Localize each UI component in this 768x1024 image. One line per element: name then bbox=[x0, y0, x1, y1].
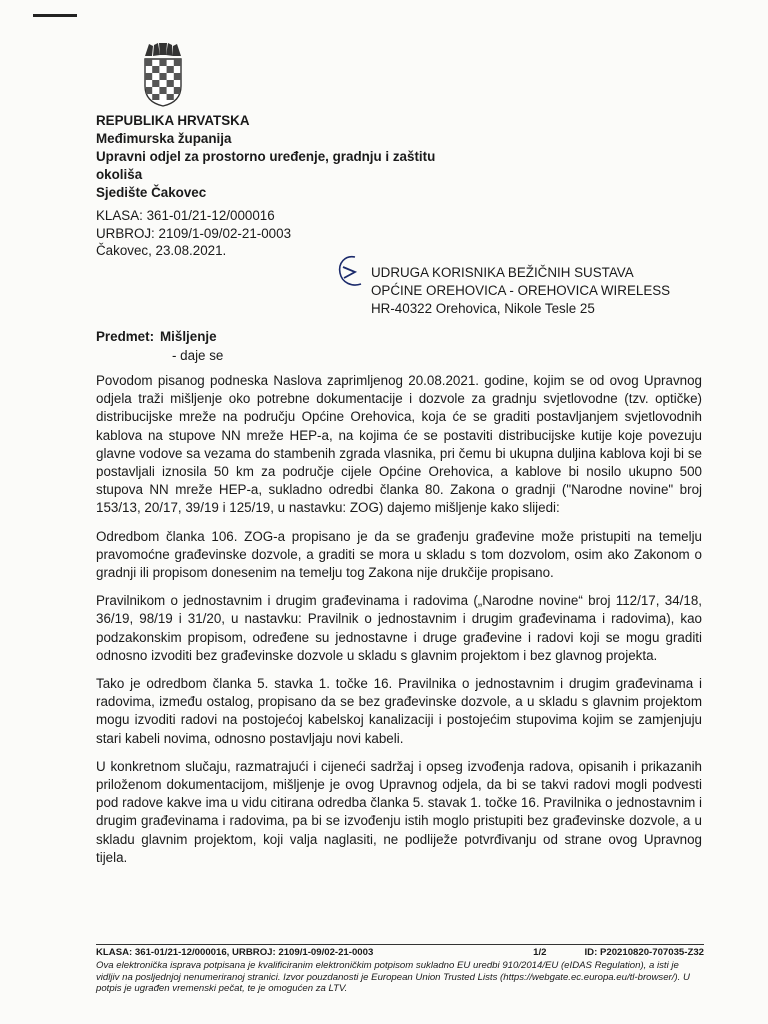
subject-subline: - daje se bbox=[172, 348, 224, 363]
recipient-line: OPĆINE OREHOVICA - OREHOVICA WIRELESS bbox=[371, 283, 671, 298]
issuer-line: okoliša bbox=[96, 167, 143, 182]
issuer-line: Upravni odjel za prostorno uređenje, gradnju i zaštitu bbox=[96, 149, 436, 164]
document-date: Čakovec, 23.08.2021. bbox=[96, 243, 227, 259]
handwritten-arrow-mark-icon bbox=[335, 253, 373, 291]
croatian-coat-of-arms-icon bbox=[142, 42, 184, 108]
body-paragraph: Pravilnikom o jednostavnim i drugim građevinama i radovima („Narodne novine“ broj 112/17, 34/18, 36/19, 98/19 i 31/20, u nastavku: Pravilnik o jednostavnim i drugim građevinama i radovima), kao podzakonskim propisom, određene su jednostavne i druge građevine i radovi koji se mogu graditi odnosno izvoditi bez građevinske dozvole u skladu s glavnim projektom i bez glavnog projekta. bbox=[96, 593, 702, 663]
subject-block bbox=[96, 327, 223, 365]
recipient-line: UDRUGA KORISNIKA BEŽIČNIH SUSTAVA bbox=[371, 265, 634, 280]
recipient-line: HR-40322 Orehovica, Nikole Tesle 25 bbox=[371, 301, 595, 316]
body-paragraph: Tako je odredbom članka 5. stavka 1. točke 16. Pravilnika o jednostavnim i drugim građevinama i radovima, između ostalog, propisano da se bez građevinske dozvole, a u skladu s glavnim projektom mogu izvoditi radovi na postojećoj kabelskoj kanalizaciji i postojećim stupovima kojim se zamjenjuju stari kabeli novima, odnosno postavljaju novi kabeli. bbox=[96, 676, 702, 746]
issuer-header bbox=[96, 112, 435, 202]
page-footer bbox=[96, 944, 704, 995]
issuer-line: Međimurska županija bbox=[96, 131, 232, 146]
klasa-ref: KLASA: 361-01/21-12/000016 bbox=[96, 208, 275, 223]
body-paragraph: Odredbom članka 106. ZOG-a propisano je da se građenju građevine može pristupiti na temelju pravomoćne građevinske dozvole, a graditi se mora u skladu s tom dozvolom, osim ako Zakonom o gradnji ili propisom donesenim na temelju tog Zakona nije drukčije propisano. bbox=[96, 528, 702, 581]
body-paragraph: Povodom pisanog podneska Naslova zaprimljenog 20.08.2021. godine, kojim se od ovog Upravnog odjela traži mišljenje oko potrebne dokumentacije i dozvole za gradnju svjetlovodne (tzv. optičke) distribucijske mreže na području Općine Orehovica, koja će se graditi postavljanjem svjetlovodnih kablova na stupove NN mreže HEP-a, na kojima će se postaviti distribucijske kutije koje povezuju glavne vodove sa vezama do stambenih zgrada vlasnika, pri čemu bi ukupna duljina kablova koji bi se postavljali iznosila 50 km za područje cijele Općine Orehovica, a kablove bi nosilo ukupno 500 stupova NN mreže HEP-a, sukladno odredbi članka 80. Zakona o gradnji ("Narodne novine" broj 153/13, 20/17, 39/19 i 125/19, u nastavku: ZOG) dajemo mišljenje kako slijedi: bbox=[96, 373, 702, 516]
issuer-line: REPUBLIKA HRVATSKA bbox=[96, 113, 250, 128]
recipient-address bbox=[371, 264, 670, 318]
document-id: ID: P20210820-707035-Z32 bbox=[584, 947, 704, 958]
urbroj-ref: URBROJ: 2109/1-09/02-21-0003 bbox=[96, 225, 292, 241]
body-paragraph: U konkretnom slučaju, razmatrajući i cijeneći sadržaj i opseg izvođenja radova, opisanih i prikazanih priloženom dokumentacijom, mišljenje je ovog Upravnog odjela, da bi se takvi radovi mogli podvesti pod radove kakve ima u vidu citirana odredba članka 5. stavak 1. točke 16. Pravilnika o jednostavnim i drugim građevinama i radovima, pa bi se izvođenju istih moglo pristupiti bez građevinske dozvole, a u skladu glavnim projektom, koji valja naglasiti, ne podliježe potvrđivanju od strane ovog Upravnog tijela. bbox=[96, 758, 702, 865]
reference-block bbox=[96, 207, 291, 260]
issuer-line: Sjedište Čakovec bbox=[96, 185, 207, 200]
letter-body bbox=[96, 372, 702, 877]
page-number: 1/2 bbox=[533, 947, 547, 958]
subject-label: Predmet: bbox=[96, 329, 155, 344]
top-rule bbox=[33, 14, 77, 17]
signature-note: Ova elektronička isprava potpisana je kvalificiranim elektroničkim potpisom sukladno EU uredbi 910/2014/EU (eIDAS Regulation), a isti je vidljiv na posljednjoj nenumeriranoj stranici. Izvor pouzdanosti je European Union Trusted Lists (https://webgate.ec.europa.eu/tl-browser/). U potpis je ugrađen vremenski pečat, te je omogućen za LTV. bbox=[96, 960, 690, 995]
footer-reference: KLASA: 361-01/21-12/000016, URBROJ: 2109/1-09/02-21-0003 bbox=[96, 947, 374, 958]
subject-value: Mišljenje bbox=[160, 329, 217, 344]
